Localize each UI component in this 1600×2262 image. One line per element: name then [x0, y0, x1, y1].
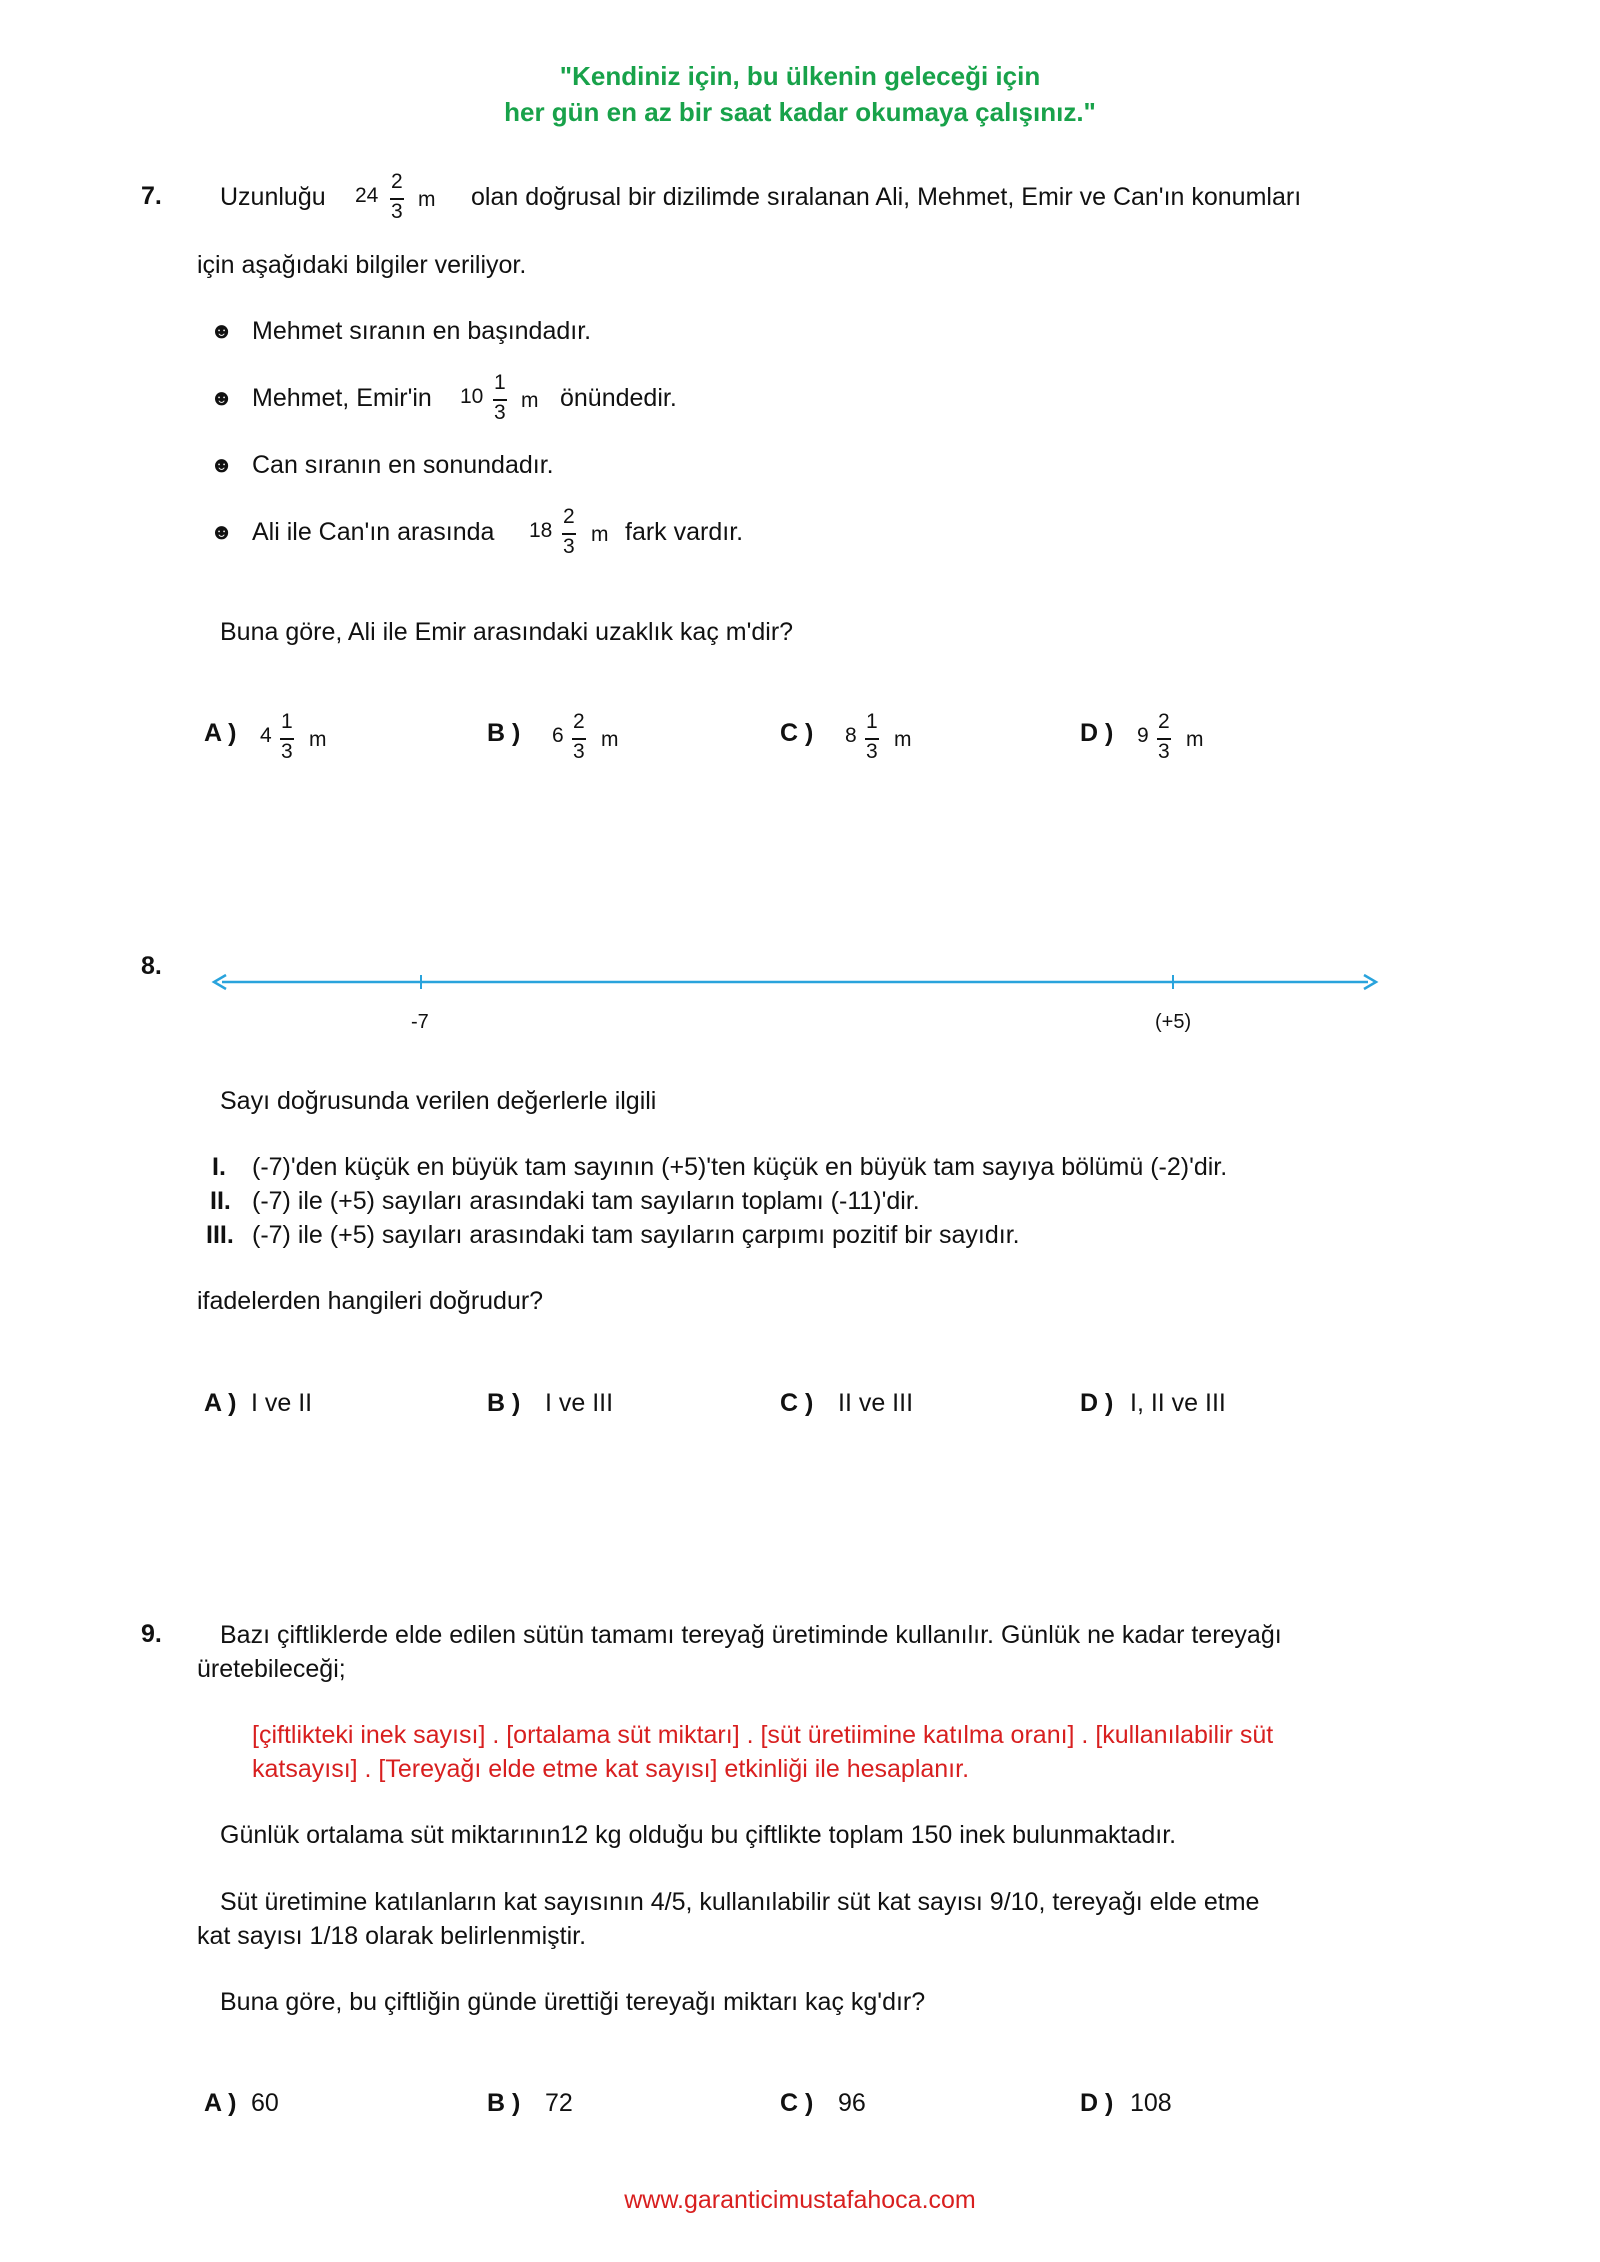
fraction-numerator: 2 — [573, 710, 585, 733]
fraction-whole: 9 — [1137, 724, 1149, 747]
q7-bullet-2-start: Mehmet, Emir'in — [252, 384, 432, 412]
fraction-numerator: 2 — [1158, 710, 1170, 733]
fraction-numerator: 1 — [866, 710, 878, 733]
q7-question: Buna göre, Ali ile Emir arasındaki uzaklık kaç m'dir? — [220, 618, 794, 646]
fraction-denominator: 3 — [1158, 740, 1170, 763]
option-a-label[interactable]: A ) — [204, 2089, 237, 2117]
fraction-denominator: 3 — [866, 740, 878, 763]
option-c-label[interactable]: C ) — [780, 719, 814, 747]
fraction-unit: m — [418, 188, 436, 211]
q7-bullet-4-start: Ali ile Can'ın arasında — [252, 518, 495, 546]
question-number: 9. — [141, 1620, 162, 1648]
motto-line-1: "Kendiniz için, bu ülkenin geleceği için — [559, 61, 1041, 91]
option-c-text[interactable]: 96 — [838, 2089, 866, 2117]
q9-paragraph-1: Günlük ortalama süt miktarının12 kg olduğu bu çiftlikte toplam 150 inek bulunmaktadır. — [220, 1821, 1177, 1849]
fraction-whole: 8 — [845, 724, 857, 747]
fraction-unit: m — [521, 389, 539, 412]
option-d-text[interactable]: I, II ve III — [1130, 1389, 1226, 1417]
option-d-label[interactable]: D ) — [1080, 719, 1114, 747]
motto-line-2: her gün en az bir saat kadar okumaya çalışınız." — [504, 97, 1096, 127]
q7-bullet-3: Can sıranın en sonundadır. — [252, 451, 554, 479]
q7-intro-line-2: için aşağıdaki bilgiler veriliyor. — [197, 251, 527, 279]
fraction-whole: 4 — [260, 724, 272, 747]
fraction-denominator: 3 — [573, 740, 585, 763]
fraction-unit: m — [591, 523, 609, 546]
option-b-label[interactable]: B ) — [487, 719, 521, 747]
option-d-label[interactable]: D ) — [1080, 1389, 1114, 1417]
fraction-denominator: 3 — [563, 535, 575, 558]
smiley-bullet-icon: ☻ — [210, 385, 234, 410]
question-number: 8. — [141, 952, 162, 980]
q9-paragraph-2-line-2: kat sayısı 1/18 olarak belirlenmiştir. — [197, 1922, 587, 1950]
fraction-denominator: 3 — [391, 200, 403, 223]
fraction-whole: 24 — [355, 184, 379, 207]
fraction-unit: m — [309, 728, 327, 751]
option-b-label[interactable]: B ) — [487, 1389, 521, 1417]
statement-text: (-7) ile (+5) sayıları arasındaki tam sayıların toplamı (-11)'dir. — [252, 1187, 920, 1215]
q7-bullet-1: Mehmet sıranın en başındadır. — [252, 317, 592, 345]
statement-label: II. — [210, 1187, 231, 1215]
fraction-denominator: 3 — [281, 740, 293, 763]
option-b-text[interactable]: 72 — [545, 2089, 573, 2117]
q8-intro: Sayı doğrusunda verilen değerlerle ilgili — [220, 1087, 657, 1115]
option-b-text[interactable]: I ve III — [545, 1389, 614, 1417]
number-line — [210, 962, 1380, 1002]
fraction-whole: 10 — [460, 385, 484, 408]
motto-header — [0, 58, 1600, 130]
tick-label: -7 — [411, 1011, 429, 1033]
q7-intro-start: Uzunluğu — [220, 183, 326, 211]
option-d-label[interactable]: D ) — [1080, 2089, 1114, 2117]
statement-text: (-7)'den küçük en büyük tam sayının (+5)'ten küçük en büyük tam sayıya bölümü (-2)'dir. — [252, 1153, 1228, 1181]
option-b-label[interactable]: B ) — [487, 2089, 521, 2117]
footer-website-link[interactable]: www.garanticimustafahoca.com — [624, 2186, 976, 2214]
fraction-unit: m — [601, 728, 619, 751]
q8-question: ifadelerden hangileri doğrudur? — [197, 1287, 544, 1315]
option-c-label[interactable]: C ) — [780, 1389, 814, 1417]
q7-bullet-2-end: önündedir. — [560, 384, 677, 412]
q7-intro-end: olan doğrusal bir dizilimde sıralanan Ali, Mehmet, Emir ve Can'ın konumları — [471, 183, 1302, 211]
formula-line-1: [çiftlikteki inek sayısı] . [ortalama süt miktarı] . [süt üretiimine katılma oranı] . [kullanılabilir süt — [252, 1721, 1274, 1749]
option-a-label[interactable]: A ) — [204, 719, 237, 747]
q9-intro-line-1: Bazı çiftliklerde elde edilen sütün tamamı tereyağ üretiminde kullanılır. Günlük ne kadar tereyağı — [220, 1621, 1282, 1649]
statement-label: III. — [206, 1221, 234, 1249]
smiley-bullet-icon: ☻ — [210, 318, 234, 343]
q9-question: Buna göre, bu çiftliğin günde ürettiği tereyağı miktarı kaç kg'dır? — [220, 1988, 926, 2016]
option-a-text[interactable]: I ve II — [251, 1389, 313, 1417]
q7-bullet-4-end: fark vardır. — [625, 518, 744, 546]
fraction-whole: 6 — [552, 724, 564, 747]
q9-paragraph-2-line-1: Süt üretimine katılanların kat sayısının 4/5, kullanılabilir süt kat sayısı 9/10, tereyağı elde etme — [220, 1888, 1260, 1916]
tick-label: (+5) — [1155, 1011, 1192, 1033]
option-a-text[interactable]: 60 — [251, 2089, 279, 2117]
option-c-label[interactable]: C ) — [780, 2089, 814, 2117]
q9-intro-line-2: üretebileceği; — [197, 1655, 346, 1683]
smiley-bullet-icon: ☻ — [210, 519, 234, 544]
option-d-text[interactable]: 108 — [1130, 2089, 1172, 2117]
fraction-whole: 18 — [529, 519, 553, 542]
fraction-unit: m — [894, 728, 912, 751]
statement-label: I. — [212, 1153, 226, 1181]
option-a-label[interactable]: A ) — [204, 1389, 237, 1417]
fraction-denominator: 3 — [494, 401, 506, 424]
option-c-text[interactable]: II ve III — [838, 1389, 914, 1417]
fraction-numerator: 2 — [563, 505, 575, 528]
fraction-numerator: 1 — [281, 710, 293, 733]
fraction-numerator: 2 — [391, 170, 403, 193]
smiley-bullet-icon: ☻ — [210, 452, 234, 477]
statement-text: (-7) ile (+5) sayıları arasındaki tam sayıların çarpımı pozitif bir sayıdır. — [252, 1221, 1020, 1249]
question-number: 7. — [141, 182, 162, 210]
fraction-unit: m — [1186, 728, 1204, 751]
fraction-numerator: 1 — [494, 371, 506, 394]
formula-line-2: katsayısı] . [Tereyağı elde etme kat sayısı] etkinliği ile hesaplanır. — [252, 1755, 970, 1783]
